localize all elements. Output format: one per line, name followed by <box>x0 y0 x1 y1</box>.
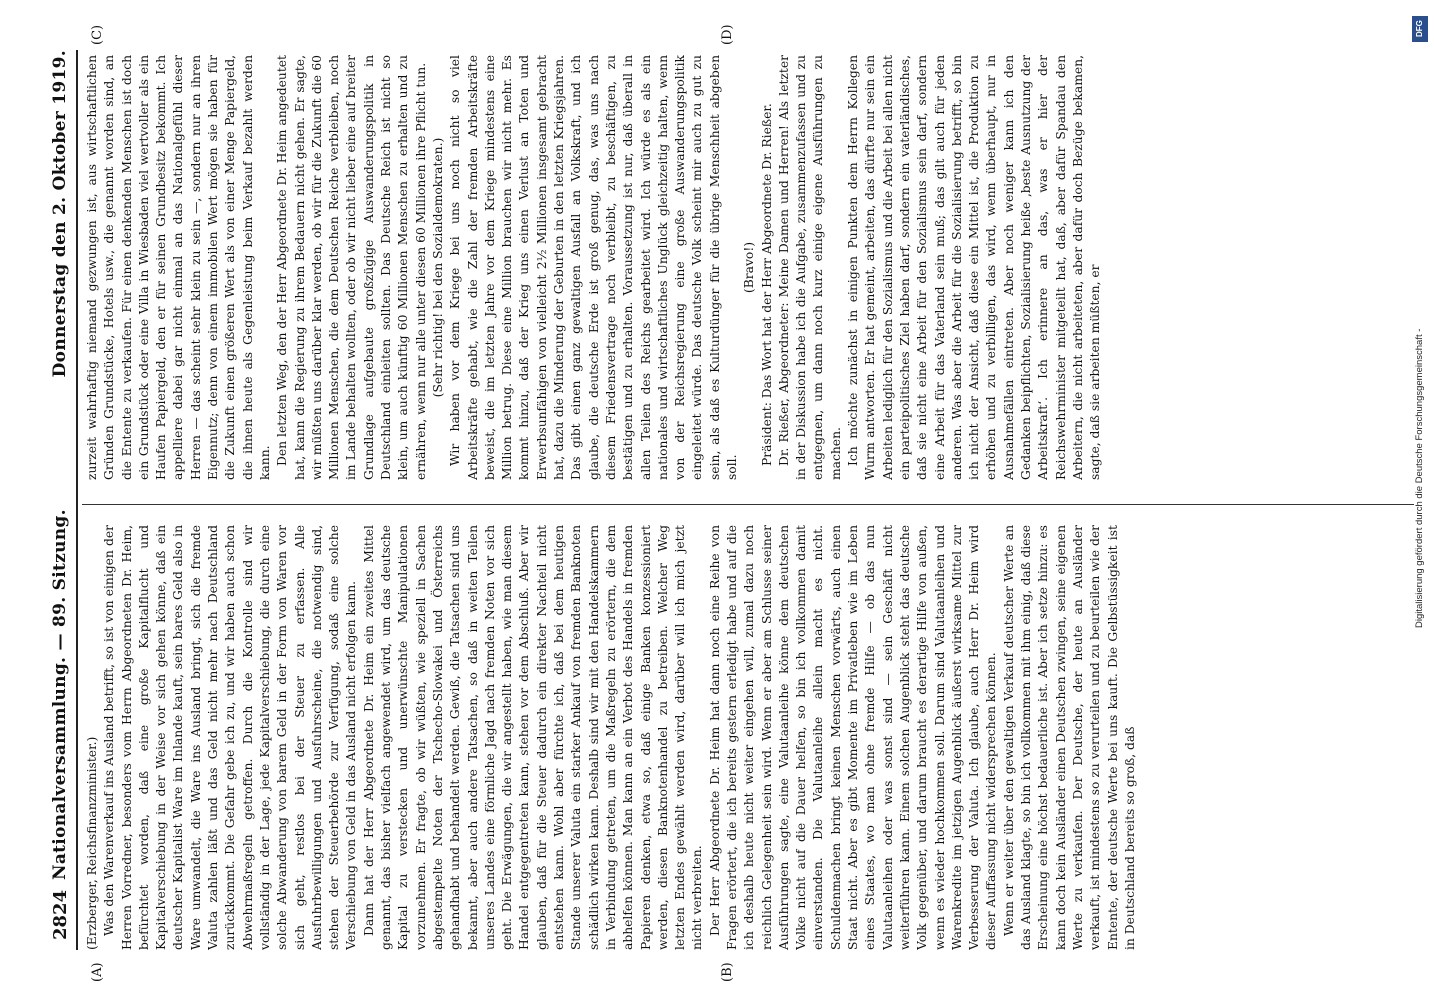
dfg-logo: DFG <box>1412 16 1428 42</box>
paragraph: Ich möchte zunächst in einigen Punkten dem Herrn Kollegen Wurm antworten. Er hat gemeint, arbeiten, das dürfte nur sein ein Arbeiten lediglich für den Sozialismus und die Arbeit bei allen nicht ein parteipolitisches Ziel haben darf, sondern ein vaterländisches, daß sie nicht eine Arbeit für den Sozialismus sein darf, sondern eine Arbeit für das Vaterland sein muß; das gilt auch für jeden anderen. Was aber die Arbeit für die Sozialisierung betrifft, so bin ich nicht der Ansicht, daß diese ein Mittel ist, die Produktion zu erhöhen und zu verbilligen, das wird, wenn überhaupt, nur in Ausnahmefällen eintreten. Aber noch weniger kann ich den Gedanken beipflichten, Sozialisierung heiße ‚beste Ausnutzung der Arbeitskraft‘. Ich erinnere an das, was er hier der Reichswehrminister mitgeteilt hat, daß, aber dafür Spandau den Arbeitern, die nicht arbeiteten, aber dafür doch Bezüge bekamen, sagte, daß sie arbeiten müßten, er <box>846 55 1103 480</box>
paragraph: Dann hat der Herr Abgeordnete Dr. Heim ein zweites Mittel genannt, das bisher vielfach angewendet wird, um das deutsche Kapital zu verstecken und unerwünschte Manipulationen vorzunehmen. Er fragte, ob wir wüßten, wie speziell in Sachen abgestempelte Noten der Tschecho-Slowakei und Österreichs gehandhabt und behandelt werden. Gewiß, die Tatsachen sind uns bekannt, aber auch andere Tatsachen, so daß in weiten Teilen unseres Landes eine förmliche Jagd nach fremden Noten vor sich geht. Die Erwägungen, die wir angestellt haben, wie man diesem Handel entgegentreten kann, stehen vor dem Abschluß. Aber wir glauben, daß für die Steuer dadurch ein direkter Nachteil nicht entstehen kann. Wohl aber fürchte ich, daß bei dem heutigen Stande unserer Valuta ein starker Ankauf von fremden Banknoten schädlich wirken kann. Deshalb sind wir mit den Handelskammern in Verbindung getreten, um die Maßregeln zu erörtern, die dem abhelfen können. Man kann an ein Verbot des Handels in fremden Papieren denken, etwa so, daß einige Banken konzessioniert werden, diesen Banknotenhandel zu betreiben. Welcher Weg letzten Endes gewählt werden wird, darüber will ich mich jetzt nicht verbreiten. <box>361 525 705 950</box>
interjection: (Sehr richtig! bei den Sozialdemokraten.) <box>430 137 445 398</box>
president-line: Präsident: Das Wort hat der Herr Abgeordnete Dr. Rießer. <box>759 103 774 466</box>
margin-marker-a: (A) <box>90 962 105 982</box>
credit-text: Digitalisierung gefördert durch die Deutsche Forschungsgemeinschaft - <box>1414 328 1425 628</box>
margin-marker-d: (D) <box>720 24 735 45</box>
speaker-note: (Erzberger, Reichsfinanzminister.) <box>85 736 99 950</box>
interjection: (Bravo!) <box>742 241 757 294</box>
margin-marker-b: (B) <box>720 962 735 982</box>
column-divider <box>82 504 1414 505</box>
paragraph: Der Herr Abgeordnete Dr. Heim hat dann noch eine Reihe von Fragen erörtert, die ich bereits gestern erledigt habe und auf die ich deshalb heute nicht weiter eingehen will, zumal dazu noch reichlich Gelegenheit sein wird. Wenn er aber am Schlusse seiner Ausführungen sagte, eine Valutaanleihe könne dem deutschen Volke nicht auf die Dauer helfen, so bin ich vollkommen damit einverstanden. Die Valutaanleihe allein macht es nicht. Schuldenmachen bringt keinen Menschen vorwärts, auch einen Staat nicht. Aber es gibt Momente im Privatleben wie im Leben eines Staates, wo man ohne fremde Hilfe — ob das nun Valutaanleihen oder was sonst sind — sein Geschäft nicht weiterführen kann. Einem solchen Augenblick steht das deutsche Volk gegenüber, und darum braucht es derartige Hilfe von außen, wenn es wieder hochkommen soll. Darum sind Valutaanleihen und Warenkredite im jetzigen Augenblick äußerst wirksame Mittel zur Verbesserung der Valuta. Ich glaube, auch Herr Dr. Heim wird dieser Auffassung nicht widersprechen können. <box>707 525 999 950</box>
left-column <box>84 525 1414 950</box>
paragraph: Wenn er weiter über den gewaltigen Verkauf deutscher Werte an das Ausland klagte, so bin ich vollkommen mit ihm einig, daß diese Erscheinung eine höchst bedauerliche ist. Aber ich setze hinzu: es kann doch kein Ausländer einen Deutschen zwingen, seine eigenen Werte zu verkaufen. Der Deutsche, der heute an Ausländer verkauft, ist mindestens so zu verurteilen und zu beurteilen wie der Entente, der deutsche Werte bei uns kauft. Die Gelbstüssigkeit ist in Deutschland bereits so groß, daß <box>1001 525 1137 950</box>
paragraph: zurzeit wahrhaftig niemand gezwungen ist, aus wirtschaftlichen Gründen Grundstücke, Hotels usw., die genannt worden sind, an die Entente zu verkaufen. Für einen denkenden Menschen ist doch ein Grundstück oder eine Villa in Wiesbaden viel wertvoller als ein Haufen Papiergeld, den er für seinen Grundbesitz bekommt. Ich appelliere dabei gar nicht einmal an das Nationalgefühl dieser Herren — das scheint sehr klein zu sein —, sondern nur an ihren Eigennutz; denn von einem immobilen Wert mögen sie haben für die Zukunft einen größeren Wert als von einer Menge Papiergeld, die ihnen heute als Gegenleistung beim Verkauf bezahlt werden kann. <box>85 55 272 480</box>
margin-marker-c: (C) <box>90 24 105 45</box>
header-title: Nationalversammlung. — 89. Sitzung. <box>50 509 70 880</box>
header-rule <box>76 50 78 950</box>
page-number: 2824 <box>50 889 71 940</box>
paragraph: Was den Warenverkauf ins Ausland betrifft, so ist von einigen der Herren Vorredner, besonders vom Herrn Abgeordneten Dr. Heim, befürchtet worden, daß eine große Kapitalflucht und Kapitalverschiebung in der Weise vor sich gehen könne, daß ein deutscher Kapitalist Ware im Inlande kauft, sein bares Geld also in Ware umwandelt, die Ware ins Ausland bringt, sich die fremde Valuta zahlen läßt und das Geld nicht mehr nach Deutschland zurückkommt. Die Gefahr gebe ich zu, und wir haben auch schon Abwehrmaßregeln getroffen. Durch die Kontrolle sind wir vollständig in der Lage, jede Kapitalverschiebung, die durch eine solche Abwanderung von barem Geld in der Form von Waren vor sich geht, restlos bei der Steuer zu erfassen. Alle Ausfuhrbewilligungen und Ausfuhrscheine, die notwendig sind, stehen der Steuerbehörde zur Verfügung, sodaß eine solche Verschiebung von Geld in das Ausland nicht erfolgen kann. <box>102 525 359 950</box>
header-date: Donnerstag den 2. Oktober 1919. <box>50 50 70 378</box>
paragraph: Dr. Rießer, Abgeordneter: Meine Damen und Herren! Als letzter in der Diskussion habe ich die Aufgabe, zusammenzufassen und zu entgegnen, um dann noch kurz einige eigene Ausführungen zu machen. <box>776 55 843 480</box>
paragraph: Wir haben vor dem Kriege bei uns noch nicht so viel Arbeitskräfte gehabt, wie die Zahl der fremden Arbeitskräfte beweist, die im letzten Jahre vor dem Kriege mindestens eine Million betrug. Diese eine Million brauchen wir nicht mehr. Es kommt hinzu, daß der Krieg uns einen Verlust an Toten und Erwerbsunfähigen von vielleicht 2½ Millionen insgesamt gebracht hat, dazu die Minderung der Geburten in den letzten Kriegsjahren. Das gibt einen ganz gewaltigen Ausfall an Volkskraft, und ich glaube, die deutsche Erde ist groß genug, das, was uns nach diesem Friedensvertrage noch verbleibt, zu beschäftigen, zu bestätigen und zu erhalten. Voraussetzung ist nur, daß überall in allen Teilen des Reichs gearbeitet wird. Ich würde es als ein nationales und wirtschaftliches Unglück gleichzeitig halten, wenn von der Reichsregierung eine große Auswanderungspolitik eingeleitet würde. Das deutsche Volk scheint mir auch zu gut zu sein, als daß es Kulturdünger für die übrige Menschheit abgeben soll. <box>448 55 739 480</box>
paragraph: Den letzten Weg, den der Herr Abgeordnete Dr. Heim angedeutet hat, kann die Regierung zu ihrem Bedauern nicht gehen. Er sagte, wir müßten uns darüber klar werden, ob wir für die Zukunft die 60 Millionen Menschen, die dem Deutschen Reiche verbleiben, noch im Lande behalten wollten, oder ob wir nicht lieber eine auf breiter Grundlage aufgebaute großzügige Auswanderungspolitik in Deutschland einleiten sollten. Das Deutsche Reich ist nicht so klein, um auch künftig 60 Millionen Menschen zu erhalten und zu ernähren, wenn nur alle unter diesen 60 Millionen ihre Pflicht tun. <box>275 55 428 480</box>
right-column <box>84 55 1414 480</box>
digitization-credit <box>1410 8 1430 988</box>
